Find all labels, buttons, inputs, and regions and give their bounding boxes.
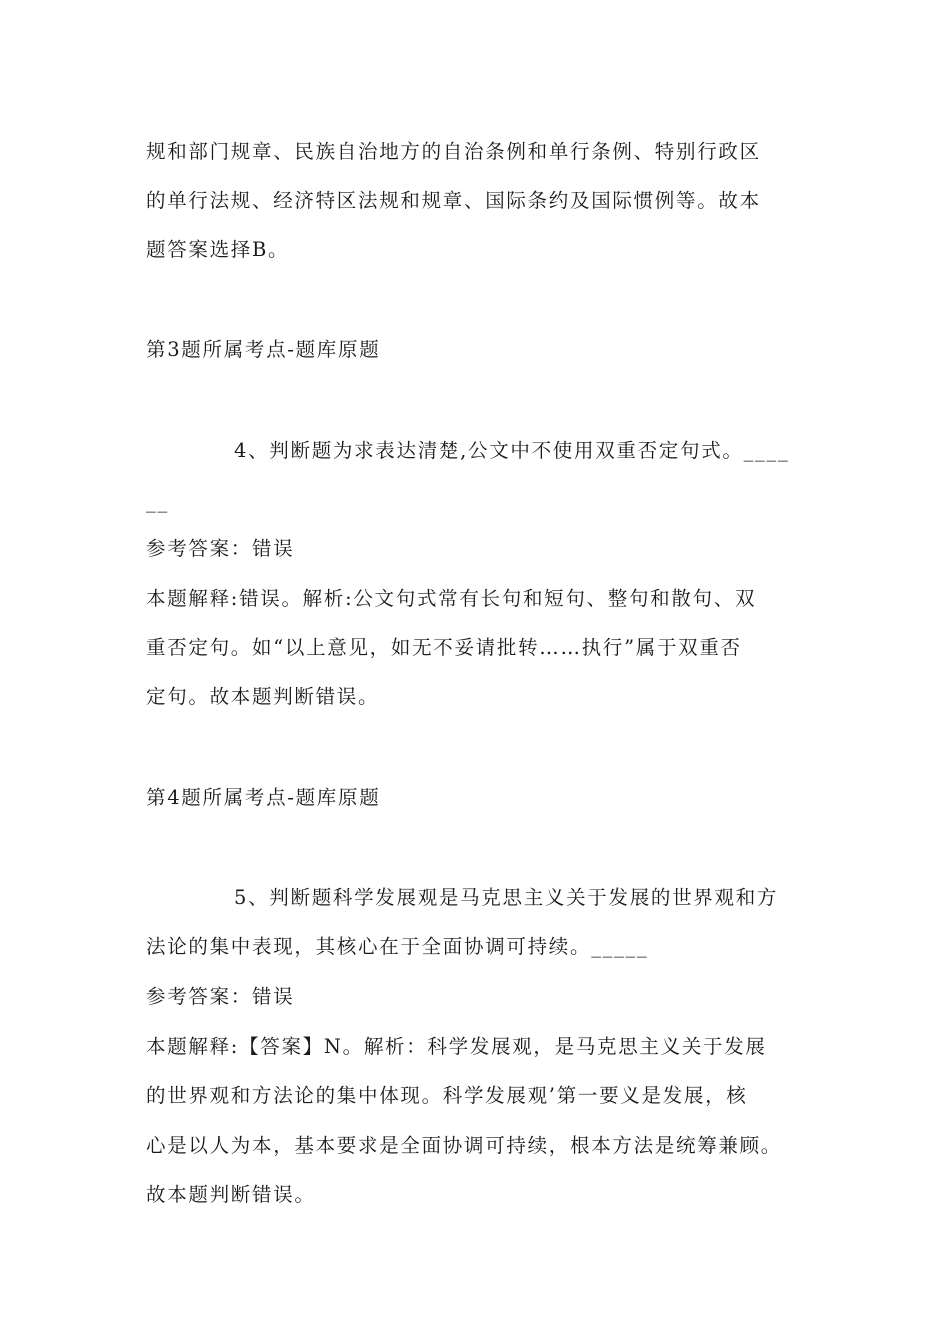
explanation-line: 故本题判断错误。	[146, 1183, 316, 1206]
question-text: 4、判断题为求表达清楚,公文中不使用双重否定句式。____	[234, 439, 790, 462]
explanation-line: 重否定句。如“以上意见，如无不妥请批转……执行”属于双重否	[146, 636, 742, 659]
explanation-line: 心是以人为本，基本要求是全面协调可持续，根本方法是统筹兼顾。	[146, 1134, 783, 1157]
reference-answer: 参考答案：错误	[146, 985, 295, 1008]
answer-blank: __	[146, 490, 169, 513]
question-text: 法论的集中表现，其核心在于全面协调可持续。_____	[146, 935, 649, 958]
section-heading: 第4题所属考点-题库原题	[146, 786, 381, 809]
explanation-line: 定句。故本题判断错误。	[146, 685, 380, 708]
explanation-line: 本题解释:错误。解析:公文句式常有长句和短句、整句和散句、双	[146, 587, 757, 610]
text-line: 题答案选择B。	[146, 238, 290, 261]
section-heading: 第3题所属考点-题库原题	[146, 338, 381, 361]
text-line: 规和部门规章、民族自治地方的自治条例和单行条例、特别行政区	[146, 140, 761, 163]
explanation-line: 本题解释:【答案】N。解析：科学发展观，是马克思主义关于发展	[146, 1035, 767, 1058]
question-text: 5、判断题科学发展观是马克思主义关于发展的世界观和方	[234, 886, 779, 909]
reference-answer: 参考答案：错误	[146, 537, 295, 560]
text-line: 的单行法规、经济特区法规和规章、国际条约及国际惯例等。故本	[146, 189, 761, 212]
explanation-line: 的世界观和方法论的集中体现。科学发展观’第一要义是发展，核	[146, 1084, 748, 1107]
